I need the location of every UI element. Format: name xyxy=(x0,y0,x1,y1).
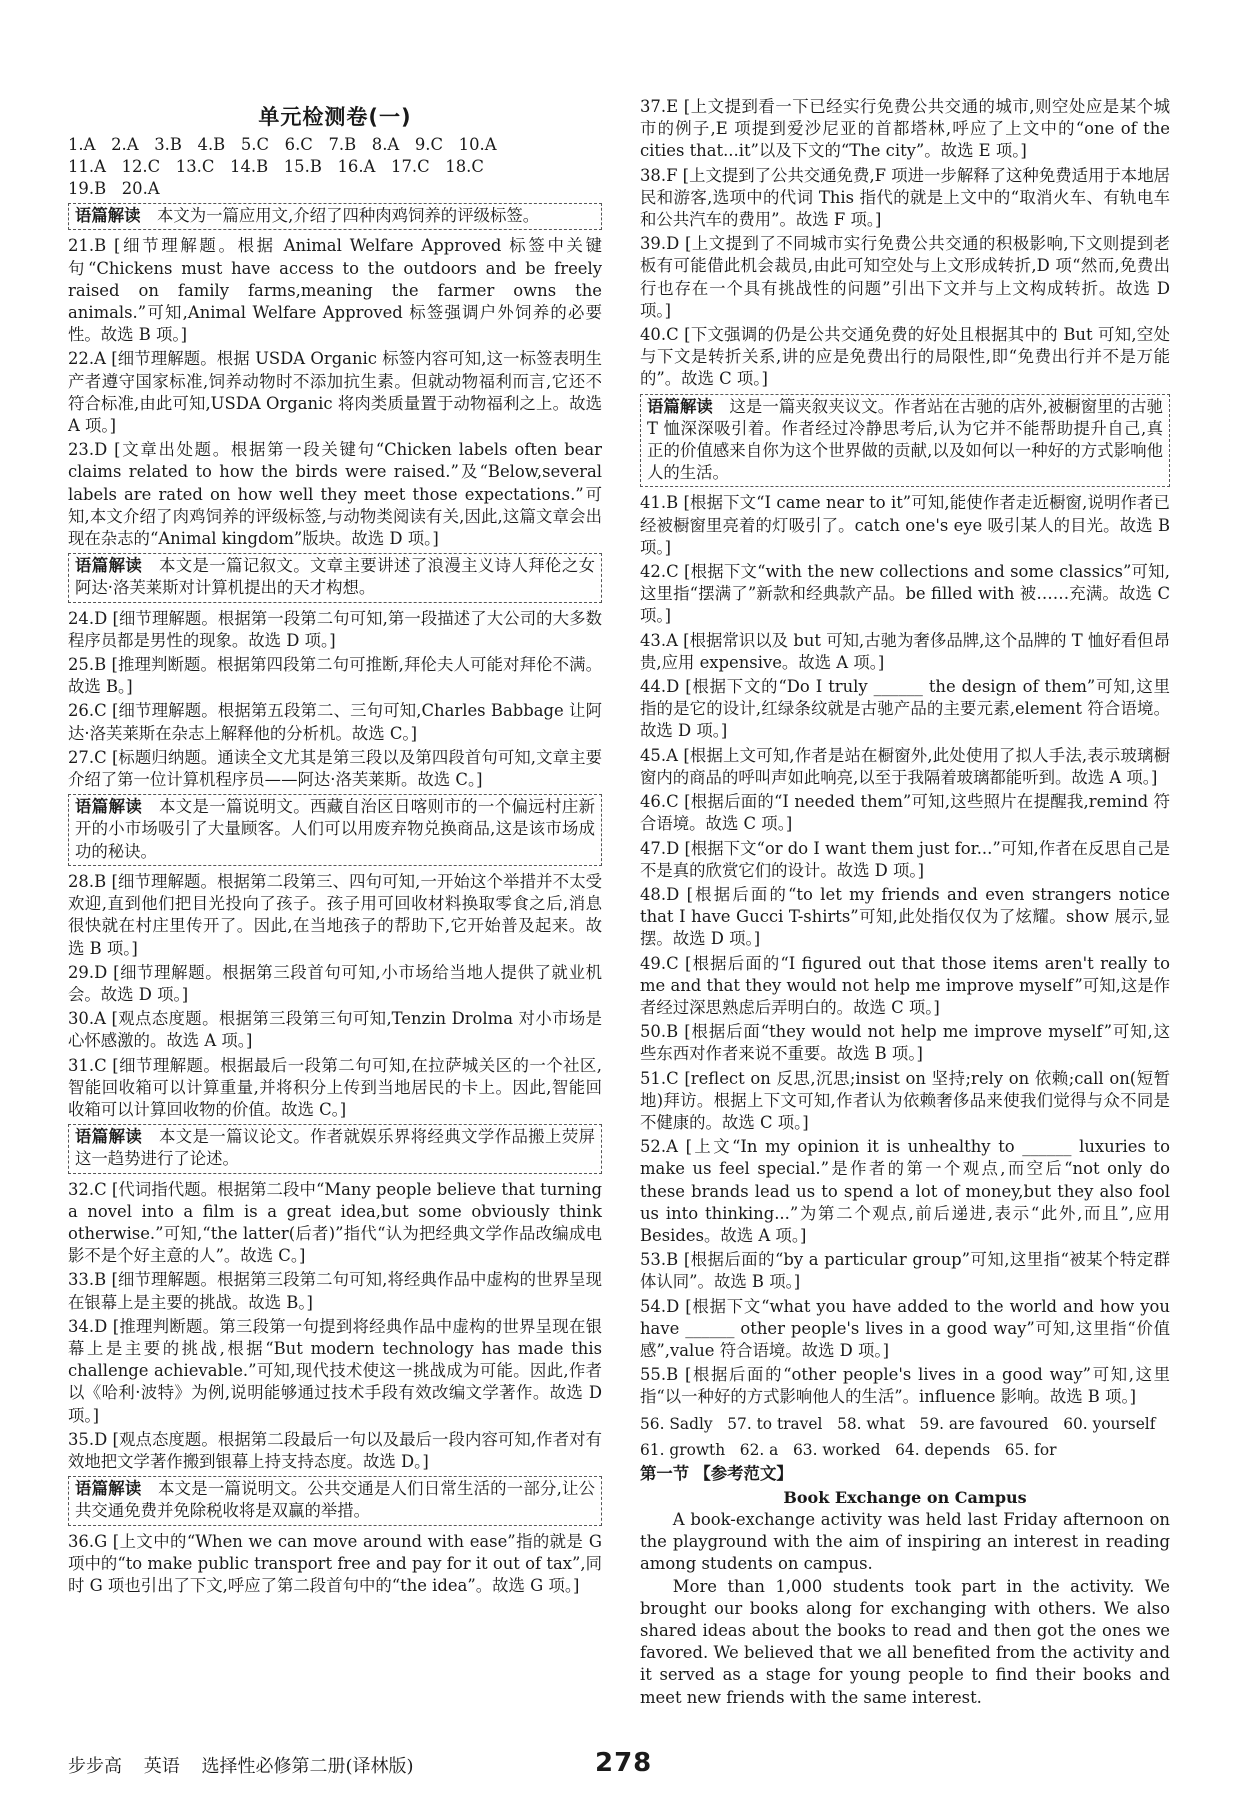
explanation-text: [细节理解题。根据第二段第三、四句可知,一开始这个举措并不太受欢迎,直到他们把目光投向了孩子。孩子用可回收材料换取零食之后,消息很快就在村庄里传开了。因此,在当地孩子的帮助下,它开始普及起来。故选 B 项。] xyxy=(68,871,602,958)
question-number: 28.B xyxy=(68,871,107,891)
question-number: 22.A xyxy=(68,349,106,369)
question-number: 45.A xyxy=(640,745,678,765)
question-number: 23.D xyxy=(68,440,108,460)
explanation-text: [根据上文可知,作者是站在橱窗外,此处使用了拟人手法,表示玻璃橱窗内的商品的呼叫声如此响亮,以至于我隔着玻璃都能听到。故选 A 项。] xyxy=(640,745,1170,787)
multiple-choice-answers xyxy=(68,134,602,200)
question-explanation xyxy=(68,1531,602,1598)
analysis-label: 语篇解读 xyxy=(75,556,143,576)
question-explanation xyxy=(640,630,1170,674)
question-explanation xyxy=(640,96,1170,163)
analysis-text: 本文是一篇说明文。西藏自治区日喀则市的一个偏远村庄新开的小市场吸引了大量顾客。人们可以用废弃物兑换商品,这是该市场成功的秘诀。 xyxy=(75,797,596,861)
question-explanation xyxy=(68,1008,602,1052)
analysis-box xyxy=(68,1476,602,1525)
explanation-text: [根据后面的“I figured out that those items aren't really to me and that they would not help me improve myself”可知,这是作者经过深思熟虑后弄明白的。故选 C 项。] xyxy=(640,953,1170,1017)
question-explanation xyxy=(68,1269,602,1313)
question-explanation xyxy=(640,1068,1170,1135)
explanation-text: [根据后面的“I needed them”可知,这些照片在提醒我,remind 符合语境。故选 C 项。] xyxy=(640,792,1170,834)
explanation-text: [上文提到了不同城市实行免费公共交通的积极影响,下文则提到老板有可能借此机会裁员,由此可知空处与上文形成转折,D 项“然而,免费出行也存在一个具有挑战性的问题”引出下文并与上文构成转折。故选 D 项。] xyxy=(640,234,1170,320)
analysis-label: 语篇解读 xyxy=(75,797,143,817)
question-explanation xyxy=(640,838,1170,882)
question-number: 36.G xyxy=(68,1531,108,1551)
question-number: 34.D xyxy=(68,1316,108,1336)
question-number: 32.C xyxy=(68,1179,107,1199)
analysis-box xyxy=(68,1124,602,1173)
question-number: 27.C xyxy=(68,747,107,767)
explanation-text: [上文提到看一下已经实行免费公共交通的城市,则空处应是某个城市的例子,E 项提到爱沙尼亚的首都塔林,呼应了上文中的“one of the cities that...it”以及下文的“The city”。故选 E 项。] xyxy=(640,97,1170,161)
question-explanation xyxy=(68,871,602,960)
question-explanation xyxy=(640,1136,1170,1247)
question-number: 53.B xyxy=(640,1250,679,1270)
right-column xyxy=(640,94,1170,1709)
explanation-text: [推理判断题。根据第四段第二句可推断,拜伦夫人可能对拜伦不满。故选 B。] xyxy=(68,655,602,697)
question-explanation xyxy=(640,233,1170,322)
question-explanation xyxy=(640,1364,1170,1408)
question-number: 35.D xyxy=(68,1429,108,1449)
footer-book: 选择性必修第二册(译林版) xyxy=(201,1756,414,1777)
question-explanation xyxy=(640,1249,1170,1293)
footer-brand: 步步高 xyxy=(68,1756,122,1777)
question-number: 49.C xyxy=(640,953,679,973)
question-explanation xyxy=(640,165,1170,232)
question-number: 47.D xyxy=(640,838,680,858)
section-label: 第一节 xyxy=(640,1463,690,1483)
question-explanation xyxy=(68,1055,602,1122)
footer-subject: 英语 xyxy=(143,1756,180,1777)
explanation-text: [根据下文“what you have added to the world and how you have ______ other people's lives in a good way”可知,这里指“价值感”,value 符合语境。故选 D 项。] xyxy=(640,1296,1170,1360)
answer-row: 1.A 2.A 3.B 4.B 5.C 6.C 7.B 8.A 9.C 10.A xyxy=(68,135,497,155)
page-title: 单元检测卷(一) xyxy=(258,105,412,129)
explanation-text: [细节理解题。根据第三段首句可知,小市场给当地人提供了就业机会。故选 D 项。] xyxy=(68,962,603,1004)
question-explanation xyxy=(68,654,602,698)
analysis-text: 这是一篇夹叙夹议文。作者站在古驰的店外,被橱窗里的古驰 T 恤深深吸引着。作者经过冷静思考后,认为它并不能帮助提升自己,真正的价值感来自你为这个世界做的贡献,以及如何以一种好的方式影响他人的生活。 xyxy=(647,396,1164,483)
question-explanation xyxy=(68,747,602,791)
question-number: 44.D xyxy=(640,677,680,697)
question-explanation xyxy=(68,439,602,550)
left-column xyxy=(68,96,602,1598)
explanation-text: [上文中的“When we can move around with ease”指的就是 G 项中的“to make public transport free and pay for it out of tax”,同时 G 项也引出了下文,呼应了第二段首句中的“the idea”。故选 G 项。] xyxy=(68,1531,602,1595)
explanation-text: [根据下文“or do I want them just for...”可知,作者在反思自己是不是真的欣赏它们的设计。故选 D 项。] xyxy=(640,838,1170,880)
question-explanation xyxy=(640,492,1170,559)
explanation-text: [文章出处题。根据第一段关键句“Chicken labels often bear claims related to how the birds were raised.”及“Below,several labels are rated on how well they meet those expectations.”可知,本文介绍了肉鸡饲养的评级标签,与动物类阅读有关,因此,这篇文章会出现在杂志的“Animal kingdom”版块。故选 D 项。] xyxy=(68,440,602,549)
question-number: 54.D xyxy=(640,1296,680,1316)
explanation-text: [观点态度题。根据第三段第三句可知,Tenzin Drolma 对小市场是心怀感激的。故选 A 项。] xyxy=(68,1009,602,1051)
analysis-text: 本文是一篇议论文。作者就娱乐界将经典文学作品搬上荧屏这一趋势进行了论述。 xyxy=(75,1127,596,1169)
explanation-text: [标题归纳题。通读全文尤其是第三段以及第四段首句可知,文章主要介绍了第一位计算机程序员——阿达·洛芙莱斯。故选 C。] xyxy=(68,747,602,790)
explanation-text: [细节理解题。根据第三段第二句可知,将经典作品中虚构的世界呈现在银幕上是主要的挑战。故选 B。] xyxy=(68,1270,602,1312)
question-number: 30.A xyxy=(68,1009,106,1029)
question-explanation xyxy=(68,1179,602,1268)
explanation-text: [上文提到了公共交通免费,F 项进一步解释了这种免费适用于本地居民和游客,选项中的代词 This 指代的就是上文中的“取消火车、有轨电车和公共汽车的费用”。故选 F 项。] xyxy=(640,165,1170,230)
question-number: 48.D xyxy=(640,884,680,904)
question-number: 37.E xyxy=(640,97,679,116)
fill-answer-row: 56. Sadly 57. to travel 58. what 59. are favoured 60. yourself xyxy=(640,1414,1156,1433)
question-explanation xyxy=(640,745,1170,789)
question-number: 26.C xyxy=(68,701,107,721)
analysis-label: 语篇解读 xyxy=(647,396,713,416)
fill-in-answers xyxy=(640,1413,1170,1461)
explanation-text: [下文强调的仍是公共交通免费的好处且根据其中的 But 可知,空处与下文是转折关系,讲的应是免费出行的局限性,即“免费出行并不是万能的”。故选 C 项。] xyxy=(640,325,1170,389)
explanation-text: [上文“In my opinion it is unhealthy to ______ luxuries to make us feel special.”是作者的第一个观点,而空后“not only do these brands lead us to spend a lot of money,but they also fool us into thinking...”为第二个观点,前后递进,表示“此外,而且”,应用 Besides。故选 A 项。] xyxy=(640,1137,1170,1245)
question-number: 55.B xyxy=(640,1365,679,1385)
fill-answer-row: 61. growth 62. a 63. worked 64. depends 65. for xyxy=(640,1440,1057,1459)
essay-body xyxy=(640,1509,1170,1709)
explanation-text: [细节理解题。根据第五段第二、三句可知,Charles Babbage 让阿达·洛芙莱斯在杂志上解释他的分析机。故选 C。] xyxy=(68,701,602,743)
essay-paragraph: More than 1,000 students took part in the activity. We brought our books along for exchanging with others. We also shared ideas about the books to read and then got the ones we favored. We believed that we all benefited from the activity and it served as a stage for young people to find their books and meet new friends with the same interest. xyxy=(640,1576,1170,1707)
explanation-text: [reflect on 反思,沉思;insist on 坚持;rely on 依赖;call on(短暂地)拜访。根据上下文可知,作者认为依赖奢侈品来使我们觉得与众不同是不健康的。故选 C 项。] xyxy=(640,1068,1171,1132)
left-explanations xyxy=(68,203,602,1597)
analysis-text: 本文为一篇应用文,介绍了四种肉鸡饲养的评级标签。 xyxy=(156,206,540,226)
analysis-box xyxy=(68,794,602,866)
question-explanation xyxy=(68,235,602,346)
analysis-label: 语篇解读 xyxy=(75,1127,143,1147)
explanation-text: [根据常识以及 but 可知,古驰为奢侈品牌,这个品牌的 T 恤好看但昂贵,应用 expensive。故选 A 项。] xyxy=(640,630,1170,672)
question-number: 25.B xyxy=(68,655,107,675)
explanation-text: [细节理解题。根据 USDA Organic 标签内容可知,这一标签表明生产者遵守国家标准,饲养动物时不添加抗生素。但就动物福利而言,它还不符合标准,由此可知,USDA Organic 将肉类质量置于动物福利之上。故选 A 项。] xyxy=(68,349,602,436)
question-number: 29.D xyxy=(68,962,108,982)
explanation-text: [根据后面的“by a particular group”可知,这里指“被某个特定群体认同”。故选 B 项。] xyxy=(640,1250,1170,1292)
question-explanation xyxy=(640,884,1170,951)
question-number: 21.B xyxy=(68,236,107,256)
question-number: 24.D xyxy=(68,608,108,628)
analysis-text: 本文是一篇记叙文。文章主要讲述了浪漫主义诗人拜伦之女阿达·洛芙莱斯对计算机提出的天才构想。 xyxy=(75,556,596,598)
question-explanation xyxy=(640,1296,1170,1363)
analysis-label: 语篇解读 xyxy=(75,206,141,226)
question-explanation xyxy=(640,561,1170,628)
explanation-text: [细节理解题。根据第一段第二句可知,第一段描述了大公司的大多数程序员都是男性的现象。故选 D 项。] xyxy=(68,608,602,650)
question-number: 41.B xyxy=(640,493,679,513)
question-explanation xyxy=(640,676,1170,743)
question-number: 40.C xyxy=(640,325,679,345)
question-number: 31.C xyxy=(68,1055,107,1075)
question-explanation xyxy=(640,1021,1170,1065)
question-number: 52.A xyxy=(640,1137,678,1157)
question-explanation xyxy=(68,700,602,744)
page-number: 278 xyxy=(595,1748,653,1778)
answer-row: 19.B 20.A xyxy=(68,179,160,199)
question-number: 43.A xyxy=(640,630,678,650)
analysis-box xyxy=(640,394,1170,488)
question-number: 33.B xyxy=(68,1270,107,1290)
question-number: 42.C xyxy=(640,562,679,582)
question-explanation xyxy=(68,1429,602,1473)
question-explanation xyxy=(640,324,1170,391)
explanation-text: [根据后面的“other people's lives in a good way”可知,这里指“以一种好的方式影响他人的生活”。influence 影响。故选 B 项。] xyxy=(640,1365,1170,1407)
essay-title: Book Exchange on Campus xyxy=(783,1487,1027,1507)
question-number: 39.D xyxy=(640,234,680,254)
writing-section-header xyxy=(640,1463,1170,1485)
question-number: 50.B xyxy=(640,1022,679,1042)
explanation-text: [细节理解题。根据 Animal Welfare Approved 标签中关键句“Chickens must have access to the outdoors and be freely raised on family farms,meaning the farmer owns the animals.”可知,Animal Welfare Approved 标签强调户外饲养的必要性。故选 B 项。] xyxy=(68,236,602,345)
explanation-text: [推理判断题。第三段第一句提到将经典作品中虚构的世界呈现在银幕上是主要的挑战,根据“But modern technology has made this challenge achievable.”可知,现代技术使这一挑战成为可能。因此,作者以《哈利·波特》为例,说明能够通过技术手段有效改编文学著作。故选 D 项。] xyxy=(68,1316,602,1425)
right-explanations xyxy=(640,96,1170,1409)
explanation-text: [根据下文“I came near to it”可知,能使作者走近橱窗,说明作者已经被橱窗里亮着的灯吸引了。catch one's eye 吸引某人的目光。故选 B 项。] xyxy=(640,493,1170,557)
explanation-text: [根据后面的“to let my friends and even strangers notice that I have Gucci T-shirts”可知,此处指仅仅为了炫耀。show 展示,显摆。故选 D 项。] xyxy=(640,884,1170,949)
answer-row: 11.A 12.C 13.C 14.B 15.B 16.A 17.C 18.C xyxy=(68,157,484,177)
explanation-text: [根据下文“with the new collections and some classics”可知,这里指“摆满了”新款和经典款产品。be filled with 被……充满。故选 C 项。] xyxy=(640,562,1170,626)
analysis-text: 本文是一篇说明文。公共交通是人们日常生活的一部分,让公共交通免费并免除税收将是双赢的举措。 xyxy=(75,1479,596,1521)
explanation-text: [根据下文的“Do I truly ______ the design of them”可知,这里指的是它的设计,红绿条纹就是古驰产品的主要元素,element 符合语境。故选 D 项。] xyxy=(640,677,1171,741)
explanation-text: [细节理解题。根据最后一段第二句可知,在拉萨城关区的一个社区,智能回收箱可以计算重量,并将积分上传到当地居民的卡上。因此,智能回收箱可以计算回收物的价值。故选 C。] xyxy=(68,1055,602,1119)
page-footer xyxy=(68,1752,430,1778)
analysis-box xyxy=(68,553,602,602)
question-explanation xyxy=(68,608,602,652)
explanation-text: [根据后面“they would not help me improve myself”可知,这些东西对作者来说不重要。故选 B 项。] xyxy=(640,1022,1171,1064)
explanation-text: [代词指代题。根据第二段中“Many people believe that turning a novel into a film is a great idea,but some obviously think otherwise.”可知,“the latter(后者)”指代“认为把经典文学作品改编成电影不是个好主意的人”。故选 C。] xyxy=(68,1179,602,1266)
analysis-box xyxy=(68,203,602,230)
reference-label: 【参考范文】 xyxy=(694,1463,793,1483)
question-number: 51.C xyxy=(640,1068,679,1088)
question-explanation xyxy=(640,791,1170,835)
question-number: 38.F xyxy=(640,165,678,185)
question-number: 46.C xyxy=(640,792,679,812)
essay-paragraph: A book-exchange activity was held last Friday afternoon on the playground with the aim of inspiring an interest in reading among students on campus. xyxy=(640,1509,1170,1574)
question-explanation xyxy=(68,1316,602,1427)
explanation-text: [观点态度题。根据第二段最后一句以及最后一段内容可知,作者对有效地把文学著作搬到银幕上持支持态度。故选 D。] xyxy=(68,1429,602,1471)
analysis-label: 语篇解读 xyxy=(75,1479,142,1499)
question-explanation xyxy=(68,962,602,1006)
question-explanation xyxy=(640,953,1170,1020)
question-explanation xyxy=(68,348,602,437)
